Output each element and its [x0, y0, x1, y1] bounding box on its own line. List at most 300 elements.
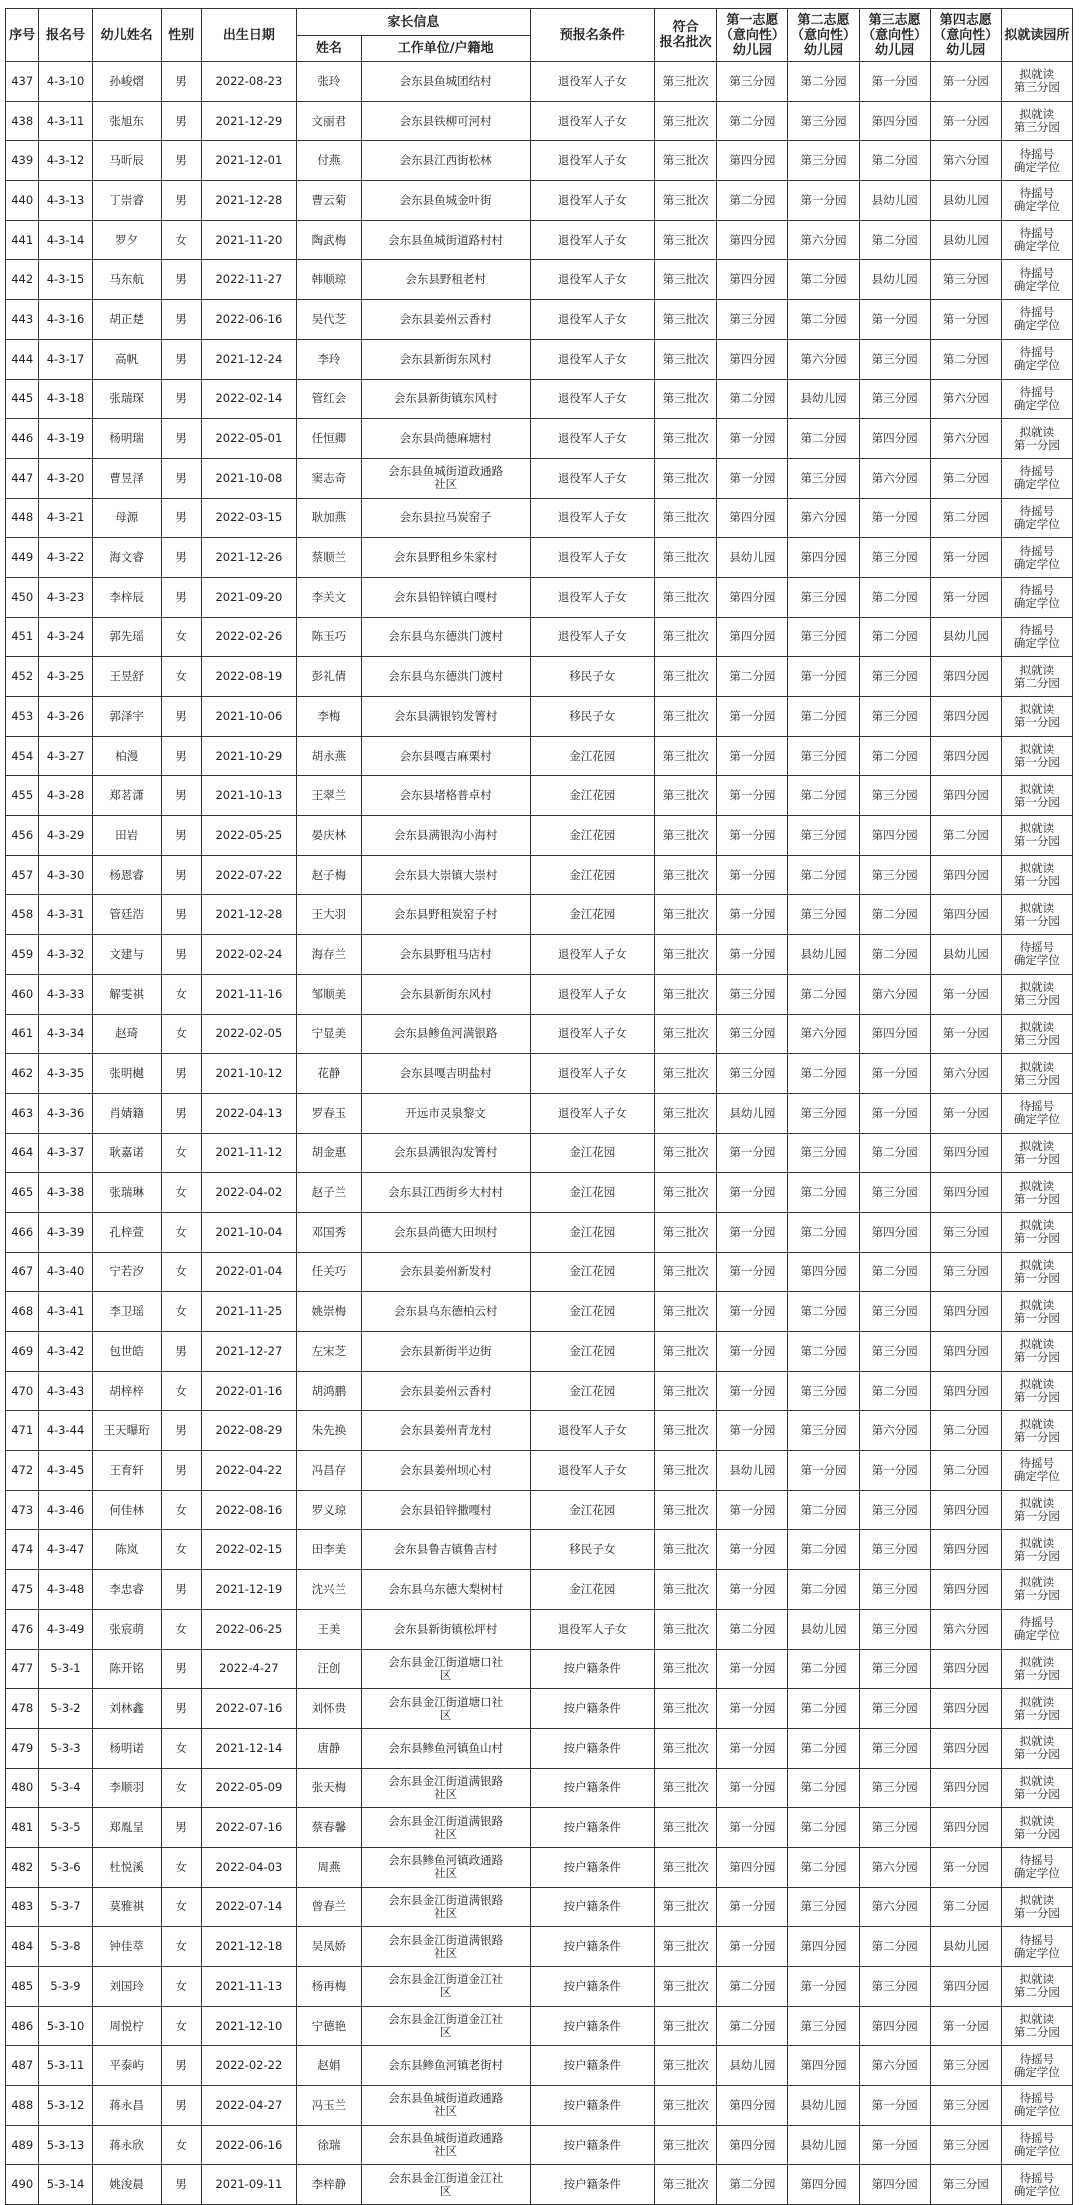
- parent-unit-cell: 会东县新街镇松坪村: [361, 1609, 530, 1649]
- seq-cell: 468: [6, 1292, 39, 1332]
- reg-no-cell: 4-3-21: [39, 498, 92, 538]
- parent-name-cell: 田李美: [297, 1530, 361, 1570]
- wish-2-cell: 第三分园: [788, 617, 859, 657]
- wish-1-cell: 第一分园: [717, 1649, 788, 1689]
- parent-name-cell: 曾春兰: [297, 1887, 361, 1927]
- wish-4-cell: 第四分园: [930, 1530, 1001, 1570]
- condition-cell: 金江花园: [530, 1133, 654, 1173]
- seq-cell: 454: [6, 736, 39, 776]
- condition-cell: 退役军人子女: [530, 1054, 654, 1094]
- wish-3-cell: 第六分园: [859, 2046, 930, 2086]
- reg-no-cell: 4-3-15: [39, 260, 92, 300]
- header-batch: 符合 报名批次: [655, 9, 717, 62]
- parent-name-cell: 付燕: [297, 141, 361, 181]
- parent-unit-cell: 会东县鱼城街道政通路 社区: [361, 458, 530, 498]
- parent-unit-cell: 会东县金江街道塘口社 区: [361, 1689, 530, 1729]
- child-name-cell: 文建与: [92, 935, 161, 975]
- parent-name-cell: 张玲: [297, 62, 361, 102]
- sex-cell: 男: [161, 816, 201, 856]
- reg-no-cell: 4-3-45: [39, 1451, 92, 1491]
- wish-4-cell: 第四分园: [930, 1570, 1001, 1610]
- seq-cell: 442: [6, 260, 39, 300]
- wish-3-cell: 第三分园: [859, 1609, 930, 1649]
- seq-cell: 486: [6, 2006, 39, 2046]
- batch-cell: 第三批次: [655, 1371, 717, 1411]
- assigned-cell: 拟就读 第三分园: [1001, 62, 1072, 102]
- enrollment-table: [5, 8, 1073, 2205]
- wish-1-cell: 第四分园: [717, 220, 788, 260]
- child-name-cell: 姚浚晨: [92, 2165, 161, 2205]
- wish-3-cell: 第一分园: [859, 62, 930, 102]
- wish-2-cell: 第二分园: [788, 1728, 859, 1768]
- wish-2-cell: 第六分园: [788, 339, 859, 379]
- wish-3-cell: 第三分园: [859, 697, 930, 737]
- parent-name-cell: 吴代芝: [297, 300, 361, 340]
- wish-4-cell: 第二分园: [930, 1451, 1001, 1491]
- sex-cell: 男: [161, 141, 201, 181]
- wish-4-cell: 第四分园: [930, 776, 1001, 816]
- wish-4-cell: 第二分园: [930, 458, 1001, 498]
- table-row: [6, 1927, 1073, 1967]
- birth-date-cell: 2021-12-28: [201, 895, 297, 935]
- batch-cell: 第三批次: [655, 736, 717, 776]
- seq-cell: 462: [6, 1054, 39, 1094]
- wish-2-cell: 第三分园: [788, 1133, 859, 1173]
- table-row: [6, 498, 1073, 538]
- reg-no-cell: 4-3-48: [39, 1570, 92, 1610]
- condition-cell: 退役军人子女: [530, 379, 654, 419]
- batch-cell: 第三批次: [655, 419, 717, 459]
- wish-1-cell: 第一分园: [717, 1371, 788, 1411]
- reg-no-cell: 4-3-23: [39, 577, 92, 617]
- birth-date-cell: 2022-01-16: [201, 1371, 297, 1411]
- wish-2-cell: 第二分园: [788, 1332, 859, 1372]
- child-name-cell: 杨恩睿: [92, 855, 161, 895]
- wish-4-cell: 第六分园: [930, 1054, 1001, 1094]
- wish-3-cell: 第三分园: [859, 1570, 930, 1610]
- wish-4-cell: 第四分园: [930, 1292, 1001, 1332]
- birth-date-cell: 2021-12-26: [201, 538, 297, 578]
- batch-cell: 第三批次: [655, 577, 717, 617]
- parent-unit-cell: 会东县铁柳可河村: [361, 101, 530, 141]
- birth-date-cell: 2022-08-19: [201, 657, 297, 697]
- reg-no-cell: 4-3-44: [39, 1411, 92, 1451]
- child-name-cell: 解雯祺: [92, 974, 161, 1014]
- reg-no-cell: 4-3-42: [39, 1332, 92, 1372]
- wish-1-cell: 第一分园: [717, 1212, 788, 1252]
- assigned-cell: 拟就读 第一分园: [1001, 1252, 1072, 1292]
- wish-4-cell: 第二分园: [930, 339, 1001, 379]
- parent-name-cell: 周燕: [297, 1847, 361, 1887]
- birth-date-cell: 2022-03-15: [201, 498, 297, 538]
- reg-no-cell: 4-3-29: [39, 816, 92, 856]
- sex-cell: 女: [161, 1728, 201, 1768]
- parent-name-cell: 文丽君: [297, 101, 361, 141]
- table-row: [6, 419, 1073, 459]
- header-parent-unit: 工作单位/户籍地: [361, 36, 530, 62]
- batch-cell: 第三批次: [655, 1014, 717, 1054]
- parent-unit-cell: 会东县大崇镇大崇村: [361, 855, 530, 895]
- parent-unit-cell: 会东县野租炭窑子村: [361, 895, 530, 935]
- reg-no-cell: 4-3-40: [39, 1252, 92, 1292]
- parent-unit-cell: 会东县鲁吉镇鲁吉村: [361, 1530, 530, 1570]
- parent-name-cell: 邓国秀: [297, 1212, 361, 1252]
- assigned-cell: 待摇号 确定学位: [1001, 220, 1072, 260]
- table-row: [6, 2086, 1073, 2126]
- wish-3-cell: 第一分园: [859, 300, 930, 340]
- parent-unit-cell: 会东县铅锌撒嘎村: [361, 1490, 530, 1530]
- wish-3-cell: 第一分园: [859, 1093, 930, 1133]
- wish-4-cell: 第六分园: [930, 141, 1001, 181]
- wish-4-cell: 第三分园: [930, 2046, 1001, 2086]
- parent-unit-cell: 会东县新街镇东风村: [361, 379, 530, 419]
- assigned-cell: 拟就读 第一分园: [1001, 1570, 1072, 1610]
- reg-no-cell: 4-3-22: [39, 538, 92, 578]
- parent-unit-cell: 会东县江西街松林: [361, 141, 530, 181]
- wish-1-cell: 第四分园: [717, 577, 788, 617]
- seq-cell: 445: [6, 379, 39, 419]
- table-row: [6, 895, 1073, 935]
- reg-no-cell: 5-3-10: [39, 2006, 92, 2046]
- birth-date-cell: 2021-12-24: [201, 339, 297, 379]
- batch-cell: 第三批次: [655, 2046, 717, 2086]
- wish-3-cell: 第三分园: [859, 379, 930, 419]
- wish-4-cell: 县幼儿园: [930, 1927, 1001, 1967]
- parent-name-cell: 韩顺琼: [297, 260, 361, 300]
- table-row: [6, 1570, 1073, 1610]
- batch-cell: 第三批次: [655, 2125, 717, 2165]
- reg-no-cell: 5-3-9: [39, 1967, 92, 2007]
- condition-cell: 按户籍条件: [530, 2165, 654, 2205]
- wish-3-cell: 第二分园: [859, 935, 930, 975]
- wish-4-cell: 第四分园: [930, 1967, 1001, 2007]
- wish-2-cell: 第三分园: [788, 816, 859, 856]
- wish-1-cell: 第三分园: [717, 62, 788, 102]
- batch-cell: 第三批次: [655, 141, 717, 181]
- sex-cell: 女: [161, 974, 201, 1014]
- child-name-cell: 周悦柠: [92, 2006, 161, 2046]
- parent-name-cell: 杨再梅: [297, 1967, 361, 2007]
- assigned-cell: 待摇号 确定学位: [1001, 538, 1072, 578]
- wish-2-cell: 第三分园: [788, 458, 859, 498]
- assigned-cell: 拟就读 第一分园: [1001, 419, 1072, 459]
- wish-4-cell: 第六分园: [930, 419, 1001, 459]
- parent-name-cell: 胡永燕: [297, 736, 361, 776]
- assigned-cell: 待摇号 确定学位: [1001, 2046, 1072, 2086]
- condition-cell: 退役军人子女: [530, 1014, 654, 1054]
- seq-cell: 453: [6, 697, 39, 737]
- table-row: [6, 1808, 1073, 1848]
- sex-cell: 男: [161, 379, 201, 419]
- wish-4-cell: 第四分园: [930, 1728, 1001, 1768]
- wish-1-cell: 第一分园: [717, 1887, 788, 1927]
- wish-1-cell: 第二分园: [717, 379, 788, 419]
- assigned-cell: 待摇号 确定学位: [1001, 141, 1072, 181]
- parent-name-cell: 晏庆林: [297, 816, 361, 856]
- condition-cell: 退役军人子女: [530, 260, 654, 300]
- sex-cell: 男: [161, 697, 201, 737]
- birth-date-cell: 2021-12-18: [201, 1927, 297, 1967]
- table-row: [6, 974, 1073, 1014]
- reg-no-cell: 4-3-16: [39, 300, 92, 340]
- wish-3-cell: 第三分园: [859, 1689, 930, 1729]
- table-body: [6, 62, 1073, 2205]
- batch-cell: 第三批次: [655, 895, 717, 935]
- child-name-cell: 平泰屿: [92, 2046, 161, 2086]
- batch-cell: 第三批次: [655, 1649, 717, 1689]
- wish-3-cell: 第二分园: [859, 895, 930, 935]
- parent-unit-cell: 会东县金江街道金江社 区: [361, 1967, 530, 2007]
- sex-cell: 女: [161, 1530, 201, 1570]
- wish-4-cell: 县幼儿园: [930, 935, 1001, 975]
- seq-cell: 467: [6, 1252, 39, 1292]
- parent-name-cell: 胡金惠: [297, 1133, 361, 1173]
- child-name-cell: 宁若汐: [92, 1252, 161, 1292]
- assigned-cell: 拟就读 第一分园: [1001, 1689, 1072, 1729]
- wish-4-cell: 第六分园: [930, 379, 1001, 419]
- wish-2-cell: 第一分园: [788, 657, 859, 697]
- wish-3-cell: 第三分园: [859, 1173, 930, 1213]
- birth-date-cell: 2021-12-28: [201, 181, 297, 221]
- table-header: [6, 9, 1073, 62]
- assigned-cell: 待摇号 确定学位: [1001, 1451, 1072, 1491]
- birth-date-cell: 2022-02-26: [201, 617, 297, 657]
- header-seq: 序号: [6, 9, 39, 62]
- table-row: [6, 1649, 1073, 1689]
- table-row: [6, 2125, 1073, 2165]
- wish-1-cell: 第一分园: [717, 1768, 788, 1808]
- birth-date-cell: 2021-12-29: [201, 101, 297, 141]
- sex-cell: 男: [161, 1570, 201, 1610]
- assigned-cell: 拟就读 第一分园: [1001, 1292, 1072, 1332]
- parent-unit-cell: 会东县野租老村: [361, 260, 530, 300]
- wish-1-cell: 第一分园: [717, 1411, 788, 1451]
- table-row: [6, 1967, 1073, 2007]
- parent-name-cell: 李玲: [297, 339, 361, 379]
- batch-cell: 第三批次: [655, 1252, 717, 1292]
- seq-cell: 487: [6, 2046, 39, 2086]
- wish-2-cell: 第二分园: [788, 855, 859, 895]
- sex-cell: 女: [161, 1133, 201, 1173]
- table-row: [6, 935, 1073, 975]
- seq-cell: 478: [6, 1689, 39, 1729]
- parent-name-cell: 罗义琼: [297, 1490, 361, 1530]
- seq-cell: 471: [6, 1411, 39, 1451]
- parent-name-cell: 李梓静: [297, 2165, 361, 2205]
- parent-unit-cell: 开远市灵泉黎文: [361, 1093, 530, 1133]
- child-name-cell: 孔梓萱: [92, 1212, 161, 1252]
- child-name-cell: 张宸萌: [92, 1609, 161, 1649]
- wish-3-cell: 第三分园: [859, 776, 930, 816]
- condition-cell: 退役军人子女: [530, 181, 654, 221]
- seq-cell: 480: [6, 1768, 39, 1808]
- parent-name-cell: 花静: [297, 1054, 361, 1094]
- wish-3-cell: 第二分园: [859, 617, 930, 657]
- wish-4-cell: 第三分园: [930, 2086, 1001, 2126]
- wish-2-cell: 第四分园: [788, 1252, 859, 1292]
- birth-date-cell: 2022-08-29: [201, 1411, 297, 1451]
- wish-4-cell: 第六分园: [930, 1609, 1001, 1649]
- wish-4-cell: 第四分园: [930, 895, 1001, 935]
- header-parent-info: 家长信息: [297, 9, 530, 36]
- wish-1-cell: 第一分园: [717, 419, 788, 459]
- child-name-cell: 丁崇睿: [92, 181, 161, 221]
- wish-1-cell: 第二分园: [717, 1609, 788, 1649]
- wish-4-cell: 县幼儿园: [930, 181, 1001, 221]
- reg-no-cell: 4-3-20: [39, 458, 92, 498]
- seq-cell: 448: [6, 498, 39, 538]
- wish-3-cell: 第三分园: [859, 1967, 930, 2007]
- wish-4-cell: 第三分园: [930, 260, 1001, 300]
- header-wish-1: 第一志愿 （意向性） 幼儿园: [717, 9, 788, 62]
- child-name-cell: 张瑞琛: [92, 379, 161, 419]
- assigned-cell: 拟就读 第一分园: [1001, 1649, 1072, 1689]
- batch-cell: 第三批次: [655, 617, 717, 657]
- parent-unit-cell: 会东县乌东德大梨树村: [361, 1570, 530, 1610]
- table-row: [6, 220, 1073, 260]
- sex-cell: 女: [161, 1490, 201, 1530]
- seq-cell: 443: [6, 300, 39, 340]
- batch-cell: 第三批次: [655, 1570, 717, 1610]
- sex-cell: 男: [161, 1649, 201, 1689]
- condition-cell: 退役军人子女: [530, 300, 654, 340]
- child-name-cell: 张旭东: [92, 101, 161, 141]
- parent-name-cell: 海存兰: [297, 935, 361, 975]
- table-row: [6, 2006, 1073, 2046]
- seq-cell: 451: [6, 617, 39, 657]
- assigned-cell: 拟就读 第一分园: [1001, 1490, 1072, 1530]
- birth-date-cell: 2022-06-16: [201, 2125, 297, 2165]
- wish-2-cell: 第四分园: [788, 1927, 859, 1967]
- birth-date-cell: 2022-04-03: [201, 1847, 297, 1887]
- table-row: [6, 62, 1073, 102]
- table-row: [6, 1490, 1073, 1530]
- assigned-cell: 拟就读 第一分园: [1001, 1768, 1072, 1808]
- seq-cell: 441: [6, 220, 39, 260]
- wish-2-cell: 第四分园: [788, 2165, 859, 2205]
- child-name-cell: 耿嘉诺: [92, 1133, 161, 1173]
- reg-no-cell: 4-3-46: [39, 1490, 92, 1530]
- batch-cell: 第三批次: [655, 458, 717, 498]
- sex-cell: 男: [161, 1808, 201, 1848]
- wish-1-cell: 县幼儿园: [717, 1451, 788, 1491]
- condition-cell: 按户籍条件: [530, 1649, 654, 1689]
- wish-4-cell: 第四分园: [930, 1689, 1001, 1729]
- wish-3-cell: 第三分园: [859, 1332, 930, 1372]
- reg-no-cell: 5-3-1: [39, 1649, 92, 1689]
- sex-cell: 女: [161, 220, 201, 260]
- parent-unit-cell: 会东县鲹鱼河镇鱼山村: [361, 1728, 530, 1768]
- parent-name-cell: 蔡春馨: [297, 1808, 361, 1848]
- seq-cell: 444: [6, 339, 39, 379]
- wish-3-cell: 第二分园: [859, 141, 930, 181]
- parent-name-cell: 曹云菊: [297, 181, 361, 221]
- birth-date-cell: 2021-12-19: [201, 1570, 297, 1610]
- child-name-cell: 罗夕: [92, 220, 161, 260]
- seq-cell: 484: [6, 1927, 39, 1967]
- child-name-cell: 田岩: [92, 816, 161, 856]
- birth-date-cell: 2021-11-25: [201, 1292, 297, 1332]
- birth-date-cell: 2022-04-02: [201, 1173, 297, 1213]
- parent-name-cell: 王美: [297, 1609, 361, 1649]
- wish-4-cell: 第四分园: [930, 1133, 1001, 1173]
- parent-name-cell: 王翠兰: [297, 776, 361, 816]
- condition-cell: 金江花园: [530, 736, 654, 776]
- reg-no-cell: 4-3-24: [39, 617, 92, 657]
- batch-cell: 第三批次: [655, 1173, 717, 1213]
- assigned-cell: 拟就读 第一分园: [1001, 1411, 1072, 1451]
- parent-unit-cell: 会东县堵格普卓村: [361, 776, 530, 816]
- parent-unit-cell: 会东县乌东德洪门渡村: [361, 657, 530, 697]
- table-row: [6, 2046, 1073, 2086]
- wish-4-cell: 第二分园: [930, 498, 1001, 538]
- assigned-cell: 拟就读 第一分园: [1001, 1371, 1072, 1411]
- reg-no-cell: 5-3-6: [39, 1847, 92, 1887]
- child-name-cell: 杨明诺: [92, 1728, 161, 1768]
- wish-1-cell: 第四分园: [717, 339, 788, 379]
- sex-cell: 女: [161, 1609, 201, 1649]
- wish-3-cell: 第二分园: [859, 577, 930, 617]
- birth-date-cell: 2022-07-16: [201, 1808, 297, 1848]
- header-birth-date: 出生日期: [201, 9, 297, 62]
- batch-cell: 第三批次: [655, 974, 717, 1014]
- assigned-cell: 待摇号 确定学位: [1001, 379, 1072, 419]
- wish-1-cell: 第一分园: [717, 1808, 788, 1848]
- birth-date-cell: 2022-11-27: [201, 260, 297, 300]
- assigned-cell: 待摇号 确定学位: [1001, 1847, 1072, 1887]
- parent-unit-cell: 会东县姜州云香村: [361, 1371, 530, 1411]
- assigned-cell: 待摇号 确定学位: [1001, 300, 1072, 340]
- parent-unit-cell: 会东县鱼城街道路村村: [361, 220, 530, 260]
- wish-2-cell: 第四分园: [788, 538, 859, 578]
- parent-name-cell: 赵子梅: [297, 855, 361, 895]
- batch-cell: 第三批次: [655, 260, 717, 300]
- birth-date-cell: 2022-05-01: [201, 419, 297, 459]
- sex-cell: 男: [161, 1093, 201, 1133]
- wish-3-cell: 第一分园: [859, 2125, 930, 2165]
- wish-4-cell: 第四分园: [930, 1490, 1001, 1530]
- assigned-cell: 待摇号 确定学位: [1001, 181, 1072, 221]
- wish-4-cell: 第四分园: [930, 697, 1001, 737]
- wish-3-cell: 第二分园: [859, 1927, 930, 1967]
- batch-cell: 第三批次: [655, 1054, 717, 1094]
- wish-2-cell: 第三分园: [788, 1093, 859, 1133]
- wish-4-cell: 第四分园: [930, 657, 1001, 697]
- reg-no-cell: 4-3-18: [39, 379, 92, 419]
- wish-2-cell: 第三分园: [788, 1411, 859, 1451]
- assigned-cell: 待摇号 确定学位: [1001, 458, 1072, 498]
- wish-2-cell: 第二分园: [788, 1768, 859, 1808]
- birth-date-cell: 2022-04-27: [201, 2086, 297, 2126]
- reg-no-cell: 4-3-28: [39, 776, 92, 816]
- wish-4-cell: 第一分园: [930, 101, 1001, 141]
- child-name-cell: 高帆: [92, 339, 161, 379]
- child-name-cell: 胡梓梓: [92, 1371, 161, 1411]
- parent-unit-cell: 会东县金江街道满银路 社区: [361, 1887, 530, 1927]
- wish-4-cell: 第一分园: [930, 1093, 1001, 1133]
- wish-3-cell: 第三分园: [859, 538, 930, 578]
- child-name-cell: 赵琦: [92, 1014, 161, 1054]
- birth-date-cell: 2021-11-16: [201, 974, 297, 1014]
- assigned-cell: 待摇号 确定学位: [1001, 577, 1072, 617]
- child-name-cell: 马东航: [92, 260, 161, 300]
- wish-2-cell: 第二分园: [788, 1490, 859, 1530]
- child-name-cell: 蒋永昌: [92, 2086, 161, 2126]
- sex-cell: 女: [161, 657, 201, 697]
- wish-2-cell: 第二分园: [788, 1212, 859, 1252]
- child-name-cell: 郭先瑶: [92, 617, 161, 657]
- wish-4-cell: 第四分园: [930, 855, 1001, 895]
